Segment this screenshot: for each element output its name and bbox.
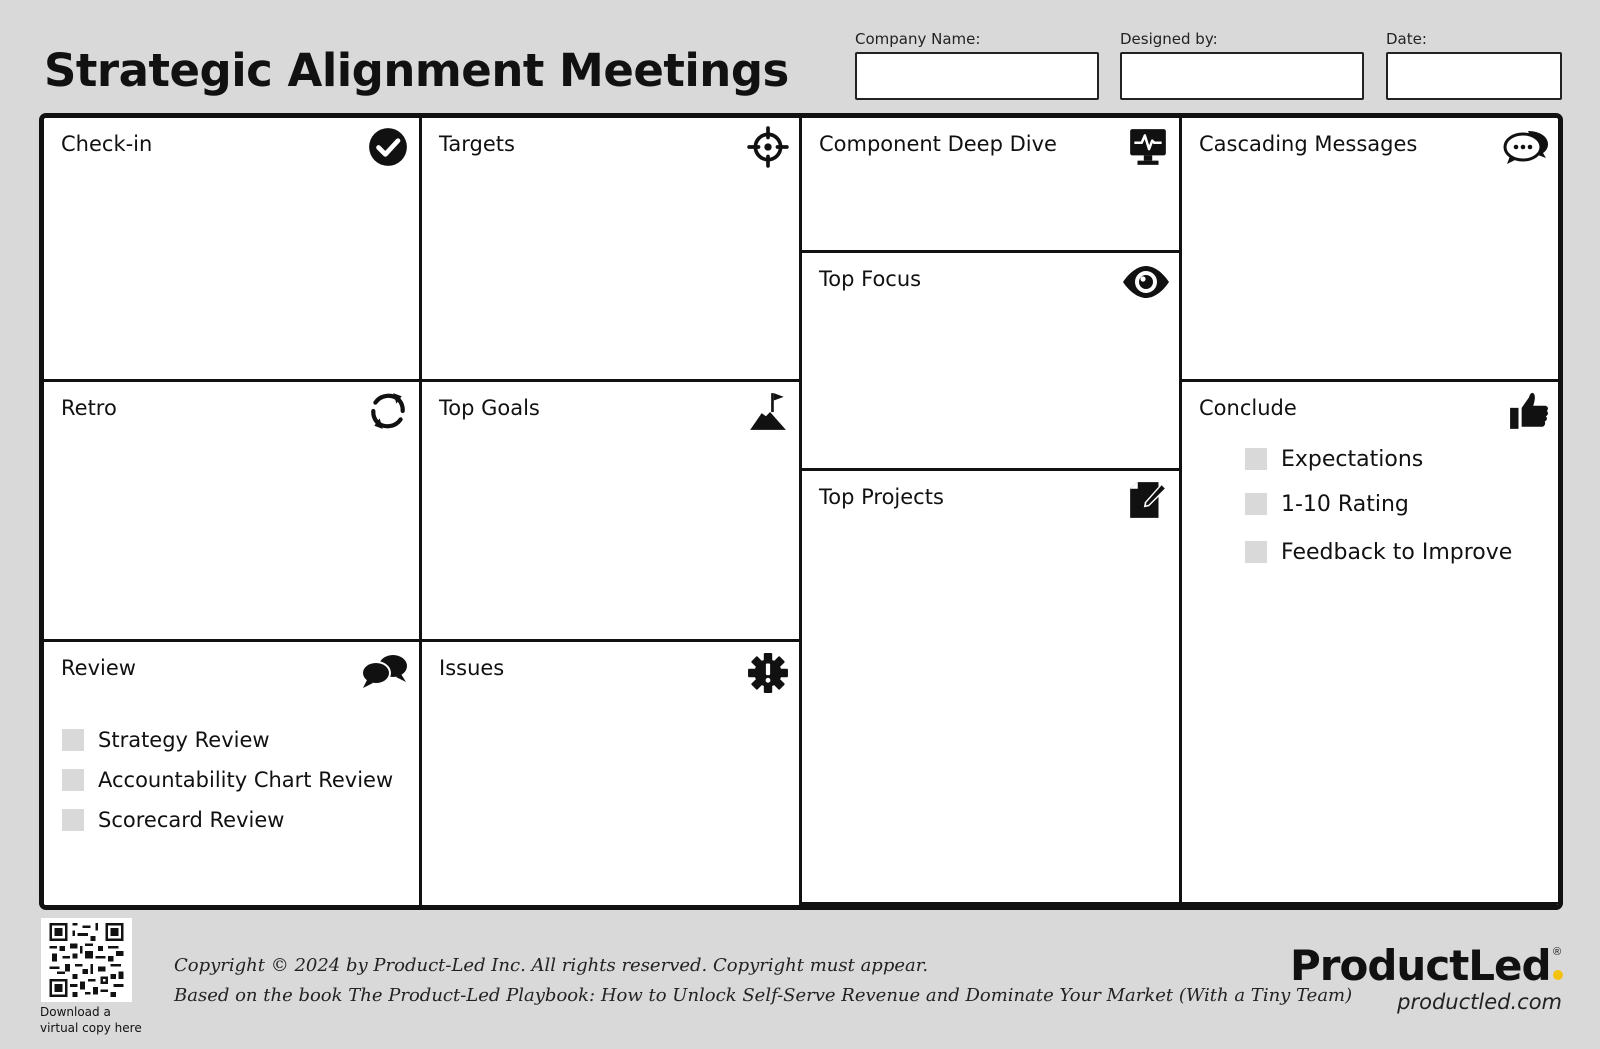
checklist-item bbox=[1245, 527, 1512, 577]
canvas-board bbox=[39, 113, 1563, 910]
date-input[interactable] bbox=[1386, 52, 1562, 100]
checkbox[interactable] bbox=[62, 769, 84, 791]
section-title: Top Goals bbox=[439, 396, 540, 420]
checklist-item-label: Scorecard Review bbox=[98, 808, 285, 832]
section-title: Top Focus bbox=[819, 267, 922, 291]
checklist-item bbox=[62, 760, 393, 800]
gear-alert-icon bbox=[747, 652, 789, 694]
checkbox[interactable] bbox=[1245, 541, 1267, 563]
checkbox[interactable] bbox=[62, 729, 84, 751]
section-review[interactable] bbox=[44, 642, 422, 905]
checklist-item-label: Accountability Chart Review bbox=[98, 768, 394, 792]
section-cascading-messages[interactable] bbox=[1182, 118, 1558, 382]
refresh-icon bbox=[367, 390, 409, 432]
section-check-in[interactable] bbox=[44, 118, 422, 382]
section-title: Cascading Messages bbox=[1199, 132, 1418, 156]
book-credit-line: Based on the book The Product-Led Playbook: How to Unlock Self-Serve Revenue and Dominate Your Market (With a Tiny Team) bbox=[174, 985, 1353, 1006]
productled-logo bbox=[1290, 941, 1563, 990]
checklist-item-label: Feedback to Improve bbox=[1281, 539, 1513, 565]
section-retro[interactable] bbox=[44, 382, 422, 642]
review-checklist bbox=[62, 720, 393, 840]
designed-by-field-group bbox=[1120, 30, 1364, 100]
section-title: Retro bbox=[61, 396, 117, 420]
speech-bubble-icon bbox=[1502, 126, 1550, 168]
company-name-input[interactable] bbox=[855, 52, 1099, 100]
checklist-item bbox=[62, 720, 393, 760]
page-title: Strategic Alignment Meetings bbox=[44, 44, 789, 97]
brand-dot bbox=[1553, 970, 1563, 980]
section-title: Component Deep Dive bbox=[819, 132, 1057, 156]
section-component-deep-dive[interactable] bbox=[802, 118, 1182, 253]
company-name-label: Company Name: bbox=[855, 30, 981, 48]
section-top-goals[interactable] bbox=[422, 382, 802, 642]
checklist-item-label: 1-10 Rating bbox=[1281, 491, 1409, 517]
section-issues[interactable] bbox=[422, 642, 802, 905]
designed-by-label: Designed by: bbox=[1120, 30, 1218, 48]
section-top-focus[interactable] bbox=[802, 253, 1182, 471]
brand-url-link[interactable]: productled.com bbox=[1397, 990, 1562, 1014]
checkbox[interactable] bbox=[1245, 493, 1267, 515]
qr-code[interactable] bbox=[41, 918, 132, 1002]
checklist-item-label: Expectations bbox=[1281, 446, 1424, 472]
eye-icon bbox=[1121, 261, 1171, 303]
section-conclude[interactable] bbox=[1182, 382, 1558, 905]
section-title: Targets bbox=[439, 132, 515, 156]
checklist-item-label: Strategy Review bbox=[98, 728, 270, 752]
check-circle-icon bbox=[367, 126, 409, 168]
date-label: Date: bbox=[1386, 30, 1427, 48]
checklist-item bbox=[62, 800, 393, 840]
company-name-field-group bbox=[855, 30, 1099, 100]
document-pencil-icon bbox=[1127, 479, 1169, 521]
brand-name: ProductLed bbox=[1290, 941, 1551, 990]
crosshair-icon bbox=[747, 126, 789, 168]
registered-mark: ® bbox=[1553, 946, 1562, 958]
qr-caption-line: Download a bbox=[40, 1005, 111, 1019]
chat-bubbles-icon bbox=[359, 650, 409, 692]
monitor-pulse-icon bbox=[1127, 126, 1169, 168]
designed-by-input[interactable] bbox=[1120, 52, 1364, 100]
copyright-line: Copyright © 2024 by Product-Led Inc. All rights reserved. Copyright must appear. bbox=[174, 955, 929, 976]
section-title: Review bbox=[61, 656, 136, 680]
checklist-item bbox=[1245, 437, 1512, 481]
section-title: Check-in bbox=[61, 132, 153, 156]
date-field-group bbox=[1386, 30, 1562, 100]
checklist-item bbox=[1245, 481, 1512, 527]
section-title: Conclude bbox=[1199, 396, 1297, 420]
conclude-checklist bbox=[1245, 437, 1512, 577]
checkbox[interactable] bbox=[1245, 448, 1267, 470]
section-top-projects[interactable] bbox=[802, 471, 1182, 905]
section-targets[interactable] bbox=[422, 118, 802, 382]
section-title: Top Projects bbox=[819, 485, 944, 509]
thumbs-up-icon bbox=[1508, 390, 1550, 432]
qr-caption bbox=[40, 1004, 160, 1036]
qr-caption-line: virtual copy here bbox=[40, 1021, 142, 1035]
section-title: Issues bbox=[439, 656, 505, 680]
checkbox[interactable] bbox=[62, 809, 84, 831]
mountain-flag-icon bbox=[747, 390, 789, 432]
